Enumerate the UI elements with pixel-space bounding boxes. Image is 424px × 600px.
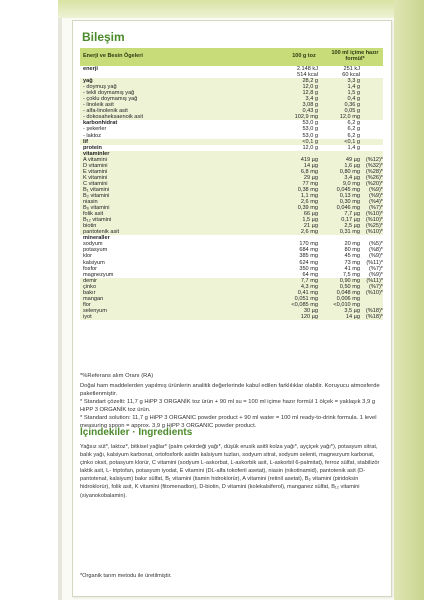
value-per-100g: 12,0 g [302,84,318,91]
nutrient-name: yağ [83,78,93,85]
nutrition-table [80,66,383,320]
value-per-100ml: 0,05 g [344,108,360,115]
value-per-100ml: 9,0 mg [342,180,360,187]
value-per-100g: 12,8 g [302,90,318,97]
reference-intake: (%9)* [369,271,383,278]
value-per-100g: 6,8 mg [300,168,318,175]
reference-intake: (%5)* [369,241,383,248]
box-side-stripe [394,0,424,600]
value-per-100g: 1,5 µg [302,217,318,224]
value-per-100g: 419 µg [300,156,318,163]
nutrient-name: - doymuş yağ [83,84,117,91]
reference-intake: (%20)* [365,180,383,187]
organic-note: *Organik tarım metodu ile üretilmiştir. [80,573,172,579]
nutrient-name: niasin [83,199,98,206]
value-per-100ml: 80 mg [344,247,360,254]
reference-intake: (%10)* [365,217,383,224]
value-per-100g: 7,7 mg [300,277,318,284]
nutrient-name: B₂ vitamini [83,192,110,199]
footnote-standard-tr: * Standart çözelti: 11,7 g HiPP 3 ORGANİK toz ürün + 90 ml su = 100 ml içime hazır formül 1 ölçek = yaklaşık 3,9 g HiPP 3 ORGANİK toz ürün. [80,399,376,413]
value-per-100ml: 0,30 mg [339,199,360,206]
nutrient-name: demir [83,277,97,284]
value-per-100g: 2,6 mg [300,229,318,236]
value-per-100g: 28,2 g [302,78,318,85]
nutrient-name: fosfor [83,265,97,272]
value-per-100ml: <0,1 g [344,138,360,145]
value-per-100ml: 0,13 mg [339,192,360,199]
value-per-100g: 53,0 g [302,132,318,139]
reference-intake: (%9)* [369,186,383,193]
value-per-100g: 2,6 mg [300,199,318,206]
reference-intake: (%9)* [369,253,383,260]
reference-intake: (%4)* [369,199,383,206]
value-per-100g: 0,43 g [302,108,318,115]
value-per-100g: 3,08 g [302,102,318,109]
value-per-100g: 77 mg [302,180,318,187]
reference-intake: (%28)* [365,168,383,175]
nutrient-name: klor [83,253,93,260]
value-per-100g: 12,0 g [302,144,318,151]
nutrient-name: B₆ vitamini [83,205,110,212]
value-per-100ml: 3,3 g [347,78,360,85]
header-per-100g: 100 g toz [292,53,316,59]
value-per-100ml: 20 mg [344,241,360,248]
reference-intake: (%8)* [369,247,383,254]
value-per-100ml: 6,2 g [347,132,360,139]
nutrient-name: vitaminler [83,150,110,157]
value-per-100ml: 0,006 mg [336,295,360,302]
value-per-100ml: 0,80 mg [339,168,360,175]
nutrient-name: mangan [83,295,104,302]
nutrient-name: iyot [83,313,92,320]
value-per-100ml: 3,5 µg [344,307,360,314]
nutrient-name: sodyum [83,241,103,248]
nutrient-name: - dokosaheksaenoik asit [83,114,144,121]
nutrient-name: mineraller [83,235,110,242]
value-per-100ml: 41 mg [344,265,360,272]
value-per-100ml: 1,6 µg [344,162,360,169]
nutrient-name: flor [83,301,91,308]
reference-intake: (%7)* [369,205,383,212]
nutrient-name: biotin [83,223,97,230]
value-per-100ml: 12,0 mg [339,114,360,121]
nutrient-name: potasyum [83,247,108,254]
value-per-100ml: 6,2 g [347,120,360,127]
value-per-100g: 120 µg [300,313,318,320]
nutrient-name: E vitamini [83,168,108,175]
nutrient-name: kalsiyum [83,259,105,266]
header-nutrients: Enerji ve Besin Ögeleri [83,53,143,59]
reference-intake: (%7)* [369,265,383,272]
nutrient-name: protein [83,144,102,151]
nutrient-name: lif [83,138,88,145]
value-per-100g: 0,38 mg [297,186,318,193]
value-per-100g: 21 µg [303,223,318,230]
reference-intake: (%25)* [365,223,383,230]
reference-intake: (%11)* [366,259,383,266]
nutrient-name: C vitamini [83,180,108,187]
value-per-100ml: 49 µg [345,156,360,163]
value-per-100ml: 0,90 mg [339,277,360,284]
ingredients-title: İçindekiler · Ingredients [80,427,193,438]
value-per-100g: <0,1 g [302,138,318,145]
header-per-100ml: 100 ml içime hazır formül* [331,50,379,62]
reference-intake: (%26)* [365,174,383,181]
value-per-100g: 4,3 mg [300,283,318,290]
value-per-100ml: 7,7 µg [344,211,360,218]
value-per-100ml: 3,4 µg [344,174,360,181]
value-per-100g: 170 mg [299,241,318,248]
reference-intake: (%32)* [365,162,383,169]
value-per-100ml: 0,048 mg [336,289,360,296]
nutrient-name: çinko [83,283,97,290]
nutrient-name: folik asit [83,211,104,218]
value-per-100ml: 0,36 g [344,102,360,109]
composition-title: Bileşim [82,30,125,44]
value-per-100ml: 0,31 mg [339,229,360,236]
value-per-100g: 53,0 g [302,120,318,127]
value-per-100ml: 1,4 g [347,144,360,151]
ingredients-text: Yağsız süt*, laktoz*, bitkisel yağlar* (palm çekirdeği yağı*, düşük erusik asitli kolza yağı*, ayçiçek yağı*), potasyum sitrat, balık yağı, kalsiyum karbonat, ortofosforik asidin kalsiyum tuzları, sodyum sitrat, sodyum selenit, magnezyum karbonat, çinko oksit, potasyum klorür, C vitamini (sodyum L-askorbat, L-askorbik asit, L-askorbil 6-palmitat), ferroz sülfat, stabilizör laktik asit, L- triptofan, potasyum iyodat, E vitamini (DL-alfa tokoferil asetat), niasin (nikotinamid), pantotenik asit (D-pantotenat, kalsiyum) bakır sülfat, B₁ vitamini (tiamin hidroklorür), A vitamini (retinil asetat), B₆ vitamini (piridoksin hidroklorür), folik asit, K vitamini (fitomenadion), D-biotin, D vitamini (kolekalsiferol), manganez sülfat, B₁₂ vitamini (siyanokobalamin). [80,444,380,499]
reference-intake: (%7)* [369,283,383,290]
nutrient-name: bakır [83,289,96,296]
nutrient-name: magnezyum [83,271,114,278]
value-per-100g: 350 mg [299,265,318,272]
table-row [80,314,383,320]
value-per-100g: 29 µg [303,174,318,181]
reference-intake: (%18)* [365,307,383,314]
nutrient-name: B₁₂ vitamini [83,217,112,224]
box-edge [58,0,62,600]
value-per-100ml: 0,50 mg [339,283,360,290]
box-top-stripe [58,0,424,18]
value-per-100g: 3,4 g [305,96,318,103]
footnote-ra: *%Referans alım Oranı (RA) [80,373,154,379]
value-per-100g: 53,0 g [302,126,318,133]
value-per-100ml: 0,4 g [347,96,360,103]
value-per-100g: 14 µg [303,162,318,169]
footnote-natural: Doğal ham maddelerden yapılmış ürünlerin analitik değerlerinde kabul edilen farklılıklar olabilir. Koruyucu atmosferde paketlenmiştir. [80,383,380,397]
value-per-100g: 624 mg [299,259,318,266]
nutrient-name: pantotenik asit [83,229,120,236]
value-per-100g: 1,1 mg [300,192,318,199]
reference-intake: (%12)* [365,156,383,163]
value-per-100g: 0,39 mg [297,205,318,212]
nutrient-name: - tekli doymamış yağ [83,90,135,97]
value-per-100g: <0,085 mg [291,301,318,308]
value-per-100ml: <0,010 mg [333,301,360,308]
value-per-100g: 385 mg [299,253,318,260]
nutrient-name: karbonhidrat [83,120,118,127]
value-per-100ml: 1,4 g [347,84,360,91]
value-per-100ml: 73 mg [344,259,360,266]
nutrient-name: - alfa-linolenik asit [83,108,128,115]
reference-intake: (%10)* [365,229,383,236]
nutrient-name: - şekerler [83,126,107,133]
value-per-100ml: 14 µg [345,313,360,320]
reference-intake: (%9)* [369,192,383,199]
nutrition-table-header [80,48,383,66]
value-per-100g: 0,41 mg [297,289,318,296]
footnotes [80,372,380,430]
nutrient-name: B₁ vitamini [83,186,110,193]
nutrient-name: - linoleik asit [83,102,114,109]
value-per-100ml: 0,045 mg [336,186,360,193]
nutrient-name: - laktoz [83,132,102,139]
footnote-standard-en: * Standard solution: 11,7 g HiPP 3 ORGANIC powder product + 90 ml water = 100 ml ready-to-drink formula. 1 level measuring spoon = approx. 3,9 g HiPP 3 ORGANIC powder product. [80,415,377,429]
value-per-100g: 66 µg [303,211,318,218]
nutrient-name: enerji [83,66,98,72]
nutrient-name: selenyum [83,307,107,314]
reference-intake: (%10)* [365,289,383,296]
value-per-100ml: 6,2 g [347,126,360,133]
value-per-100ml: 2,5 µg [344,223,360,230]
value-per-100g: 64 mg [302,271,318,278]
value-per-100g: 514 kcal [297,72,318,79]
nutrient-name: - çoklu doymamış yağ [83,96,138,103]
value-per-100ml: 251 kJ [343,66,360,72]
reference-intake: (%18)* [365,313,383,320]
value-per-100g: 102,9 mg [294,114,318,121]
value-per-100g: 2.148 kJ [296,66,318,72]
reference-intake: (%10)* [365,211,383,218]
nutrient-name: A vitamini [83,156,107,163]
value-per-100ml: 0,17 µg [341,217,360,224]
value-per-100g: 0,051 mg [294,295,318,302]
value-per-100ml: 7,5 mg [342,271,360,278]
value-per-100ml: 1,5 g [347,90,360,97]
value-per-100ml: 0,046 mg [336,205,360,212]
nutrient-name: D vitamini [83,162,108,169]
value-per-100ml: 45 mg [344,253,360,260]
value-per-100g: 30 µg [303,307,318,314]
reference-intake: (%11)* [366,277,383,284]
value-per-100ml: 60 kcal [342,72,360,79]
nutrient-name: K vitamini [83,174,108,181]
value-per-100g: 684 mg [299,247,318,254]
